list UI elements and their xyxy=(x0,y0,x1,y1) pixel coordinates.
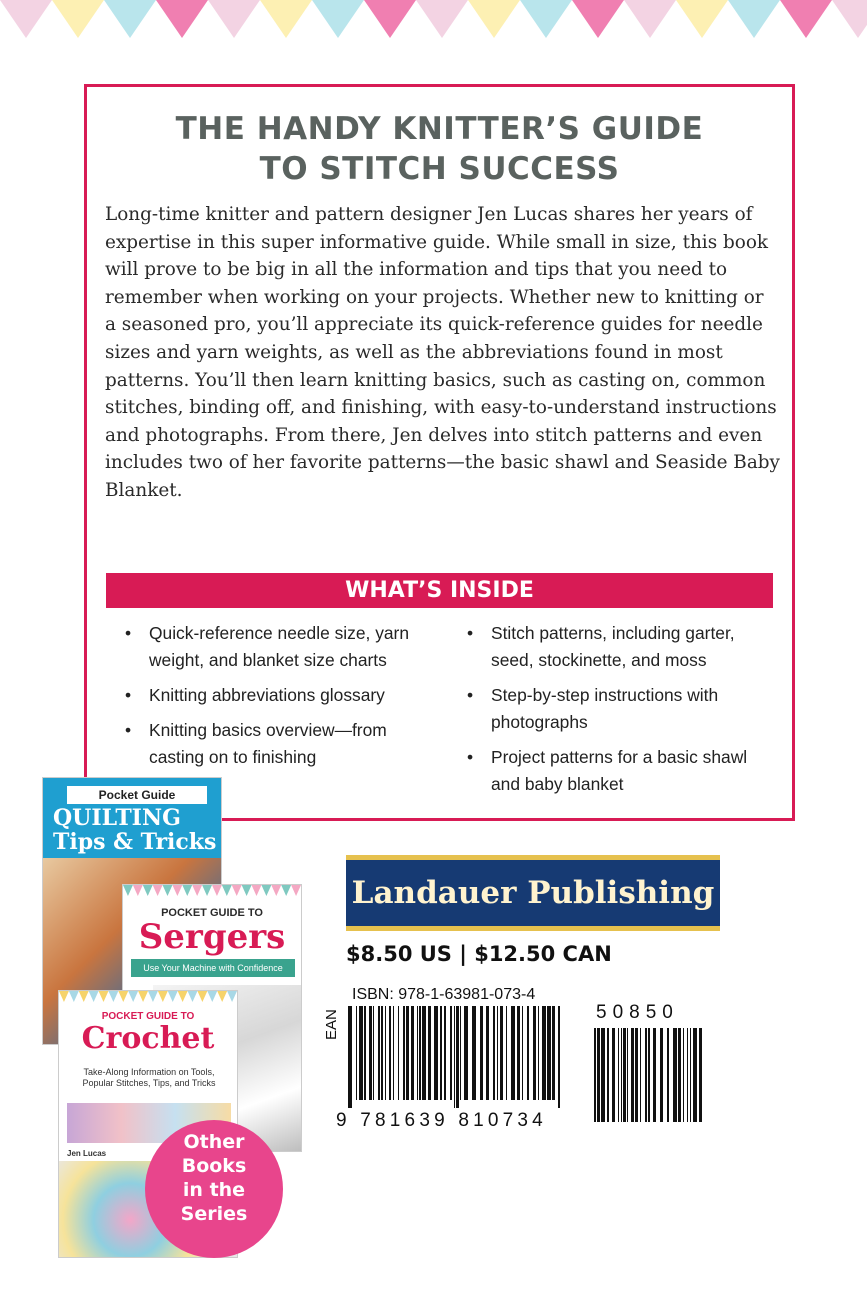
bunting-flag xyxy=(364,0,416,38)
barcode-bar xyxy=(348,1006,352,1108)
barcode-bar xyxy=(511,1006,515,1100)
barcode-bar xyxy=(690,1028,691,1122)
barcode-bar xyxy=(552,1006,555,1100)
barcode-bar xyxy=(533,1006,536,1100)
list-item: • Stitch patterns, including garter, seed, stockinette, and moss xyxy=(467,620,772,674)
bunting-flag xyxy=(624,0,676,38)
bunting-flag xyxy=(676,0,728,38)
barcode-bar xyxy=(440,1006,442,1100)
barcode-bar xyxy=(618,1028,619,1122)
barcode-bar xyxy=(497,1006,498,1100)
barcode-bar xyxy=(406,1006,409,1100)
publisher-logo: Landauer Publishing xyxy=(346,855,720,931)
crochet-book-subtitle: Take-Along Information on Tools, Popular Stitches, Tips, and Tricks xyxy=(82,1067,216,1088)
barcode-bar xyxy=(631,1028,634,1122)
barcode-bar xyxy=(699,1028,702,1122)
quilting-book-label: Pocket Guide xyxy=(67,786,207,804)
list-item: • Knitting basics overview—from casting on to finishing xyxy=(125,717,445,771)
sergers-bunting xyxy=(123,885,301,896)
barcode-bar xyxy=(648,1028,650,1122)
barcode-bar xyxy=(660,1028,663,1122)
barcode-bar xyxy=(428,1006,431,1100)
barcode-bar xyxy=(369,1006,372,1100)
barcode-bar xyxy=(472,1006,476,1100)
barcode-bar xyxy=(500,1006,503,1100)
bunting-flag xyxy=(728,0,780,38)
barcode-bar xyxy=(678,1028,681,1122)
whats-inside-heading: WHAT’S INSIDE xyxy=(106,573,773,608)
barcode-bar xyxy=(434,1006,438,1100)
back-cover-title xyxy=(87,109,792,189)
barcode-bar xyxy=(601,1028,605,1122)
barcode-bar xyxy=(607,1028,609,1122)
barcode-bar xyxy=(486,1006,489,1100)
inside-list-right xyxy=(467,620,772,806)
barcode-bar xyxy=(381,1006,383,1100)
bunting-flag xyxy=(52,0,104,38)
barcode-bar xyxy=(621,1028,622,1122)
barcode-bar xyxy=(693,1028,697,1122)
isbn-barcode xyxy=(348,1006,560,1108)
bunting-flag xyxy=(832,0,867,38)
barcode-bar xyxy=(683,1028,684,1122)
price-addon-barcode xyxy=(594,1028,702,1130)
barcode-bar xyxy=(640,1028,641,1122)
barcode-bar xyxy=(389,1006,391,1100)
barcode-bar xyxy=(527,1006,529,1100)
bunting-banner xyxy=(0,0,867,40)
crochet-bunting xyxy=(59,991,237,1002)
inside-list-left xyxy=(125,620,445,779)
barcode-bar xyxy=(493,1006,495,1100)
bunting-flag xyxy=(520,0,572,38)
barcode-bar xyxy=(403,1006,405,1100)
bullet-icon: • xyxy=(125,623,132,643)
barcode-bar xyxy=(444,1006,446,1100)
bunting-flag xyxy=(156,0,208,38)
sergers-book-title: Sergers xyxy=(138,917,286,957)
barcode-bar xyxy=(480,1006,483,1100)
barcode-bar xyxy=(411,1006,414,1100)
barcode-bar xyxy=(612,1028,615,1122)
barcode-bar xyxy=(538,1006,539,1100)
bullet-icon: • xyxy=(467,685,474,705)
barcode-bar xyxy=(373,1006,374,1100)
bullet-icon: • xyxy=(125,685,132,705)
barcode-bar xyxy=(393,1006,394,1100)
list-item: • Quick-reference needle size, yarn weight, and blanket size charts xyxy=(125,620,445,674)
price-addon-digits: 50850 xyxy=(596,1002,679,1023)
barcode-bar xyxy=(417,1006,418,1100)
title-line-2: TO STITCH SUCCESS xyxy=(259,151,620,187)
barcode-bar xyxy=(653,1028,656,1122)
barcode-bar xyxy=(359,1006,363,1100)
title-line-1: THE HANDY KNITTER’S GUIDE xyxy=(175,111,704,147)
isbn-label: ISBN: 978-1-63981-073-4 xyxy=(352,986,536,1003)
bullet-icon: • xyxy=(467,623,474,643)
barcode-bar xyxy=(422,1006,426,1100)
barcode-bar xyxy=(454,1006,455,1108)
barcode-digits: 9 781639 810734 xyxy=(336,1110,547,1131)
barcode-bar xyxy=(460,1006,461,1100)
list-item: • Step-by-step instructions with photographs xyxy=(467,682,772,736)
bunting-flag xyxy=(0,0,52,38)
barcode-bar xyxy=(378,1006,380,1100)
barcode-bar xyxy=(597,1028,600,1122)
ean-label: EAN xyxy=(323,1009,340,1040)
barcode-bar xyxy=(558,1006,560,1108)
bunting-flag xyxy=(260,0,312,38)
crochet-book-label: POCKET GUIDE TO xyxy=(101,1011,195,1022)
quilting-book-title: QUILTING Tips & Tricks xyxy=(53,805,217,855)
barcode-bar xyxy=(419,1006,421,1100)
sergers-book-subtitle: Use Your Machine with Confidence xyxy=(131,959,295,977)
barcode-bar xyxy=(667,1028,669,1122)
bunting-flag xyxy=(312,0,364,38)
bunting-flag xyxy=(208,0,260,38)
other-books-badge: Other Books in the Series xyxy=(145,1120,283,1258)
book-description: Long-time knitter and pattern designer Jen Lucas shares her years of expertise in this super informative guide. While small in size, this book will prove to be big in all the information and tips that you need to remember when working on your projects. Whether new to knitting or a seasoned pro, you’ll appreciate its quick-reference guides for needle sizes and yarn weights, as well as the abbreviations found in most patterns. You’ll then learn knitting basics, such as casting on, common stitches, binding off, and finishing, with easy-to-understand instructions and photographs. From there, Jen delves into stitch patterns and even includes two of her favorite patterns—the basic shawl and Seaside Baby Blanket. xyxy=(105,204,780,501)
barcode-bar xyxy=(464,1006,468,1100)
bunting-flag xyxy=(416,0,468,38)
bullet-icon: • xyxy=(125,720,132,740)
bullet-icon: • xyxy=(467,747,474,767)
sergers-book-label: POCKET GUIDE TO xyxy=(161,907,263,919)
bunting-flag xyxy=(104,0,156,38)
barcode-bar xyxy=(356,1006,357,1100)
barcode-bar xyxy=(450,1006,452,1100)
barcode-bar xyxy=(398,1006,399,1100)
description-panel xyxy=(84,84,795,821)
barcode-bar xyxy=(687,1028,688,1122)
barcode-bar xyxy=(456,1006,459,1108)
bunting-flag xyxy=(780,0,832,38)
price-label: $8.50 US | $12.50 CAN xyxy=(346,942,612,966)
barcode-bar xyxy=(673,1028,677,1122)
barcode-bar xyxy=(517,1006,520,1100)
barcode-bar xyxy=(627,1028,628,1122)
barcode-bar xyxy=(522,1006,523,1100)
barcode-bar xyxy=(594,1028,596,1122)
crochet-book-author: Jen Lucas xyxy=(67,1149,107,1158)
barcode-bar xyxy=(635,1028,638,1122)
crochet-book-title: Crochet xyxy=(81,1021,215,1056)
barcode-bar xyxy=(542,1006,546,1100)
barcode-bar xyxy=(547,1006,551,1100)
barcode-bar xyxy=(385,1006,386,1100)
barcode-bar xyxy=(645,1028,647,1122)
bunting-flag xyxy=(572,0,624,38)
barcode-bar xyxy=(364,1006,366,1100)
bunting-flag xyxy=(468,0,520,38)
list-item: • Project patterns for a basic shawl and baby blanket xyxy=(467,744,772,798)
list-item: • Knitting abbreviations glossary xyxy=(125,682,445,709)
barcode-bar xyxy=(623,1028,626,1122)
barcode-bar xyxy=(506,1006,507,1100)
